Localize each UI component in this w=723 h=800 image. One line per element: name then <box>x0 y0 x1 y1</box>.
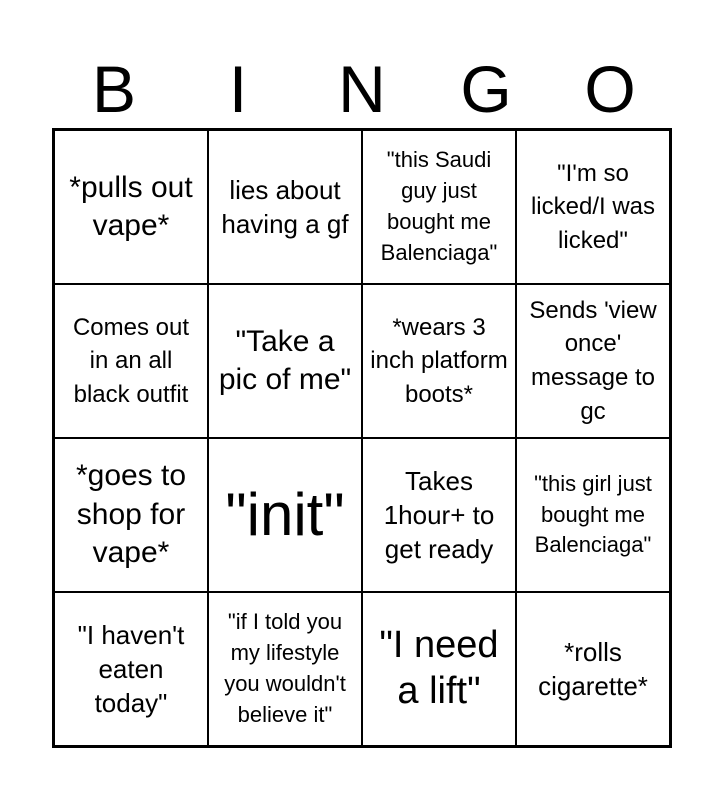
bingo-board <box>52 128 672 748</box>
bingo-cell[interactable] <box>516 438 670 592</box>
bingo-cell[interactable] <box>362 284 516 438</box>
header-letter-g: G <box>460 52 512 126</box>
cell-text: *pulls out vape* <box>69 170 193 242</box>
cell-text: "init" <box>225 481 345 548</box>
cell-text: Sends 'view once' message to gc <box>529 296 657 425</box>
bingo-cell[interactable] <box>208 130 362 284</box>
cell-text: "I haven't eaten today" <box>77 619 185 719</box>
bingo-cell[interactable] <box>208 284 362 438</box>
cell-text: *goes to shop for vape* <box>75 459 187 570</box>
bingo-header <box>52 50 672 128</box>
cell-text: "Take a pic of me" <box>218 324 352 396</box>
bingo-cell[interactable] <box>54 284 208 438</box>
bingo-cell[interactable] <box>54 130 208 284</box>
cell-text: Comes out in an all black outfit <box>72 313 190 408</box>
cell-text: "if I told you my lifestyle you wouldn't believe it" <box>224 609 346 727</box>
header-letter-b: B <box>91 52 137 126</box>
cell-text: *wears 3 inch platform boots* <box>370 313 508 408</box>
bingo-cell[interactable] <box>54 438 208 592</box>
header-letter-i: I <box>228 52 248 126</box>
header-letter-n: N <box>338 52 386 126</box>
bingo-cell[interactable] <box>516 592 670 746</box>
bingo-cell[interactable] <box>516 130 670 284</box>
bingo-cell[interactable] <box>362 130 516 284</box>
cell-text: Takes 1hour+ to get ready <box>383 465 495 565</box>
bingo-cell[interactable] <box>362 592 516 746</box>
cell-text: *rolls cigarette* <box>538 636 648 701</box>
bingo-cell[interactable] <box>54 592 208 746</box>
bingo-cell[interactable] <box>362 438 516 592</box>
bingo-cell[interactable] <box>208 592 362 746</box>
cell-text: "I'm so licked/I was licked" <box>530 159 656 254</box>
bingo-cell[interactable] <box>516 284 670 438</box>
cell-text: "I need a lift" <box>379 624 499 712</box>
header-letter-o: O <box>584 52 636 126</box>
cell-text: "this girl just bought me Balenciaga" <box>534 470 652 558</box>
cell-text: "this Saudi guy just bought me Balenciaga" <box>380 147 498 265</box>
cell-text: lies about having a gf <box>221 174 349 239</box>
bingo-cell[interactable] <box>208 438 362 592</box>
